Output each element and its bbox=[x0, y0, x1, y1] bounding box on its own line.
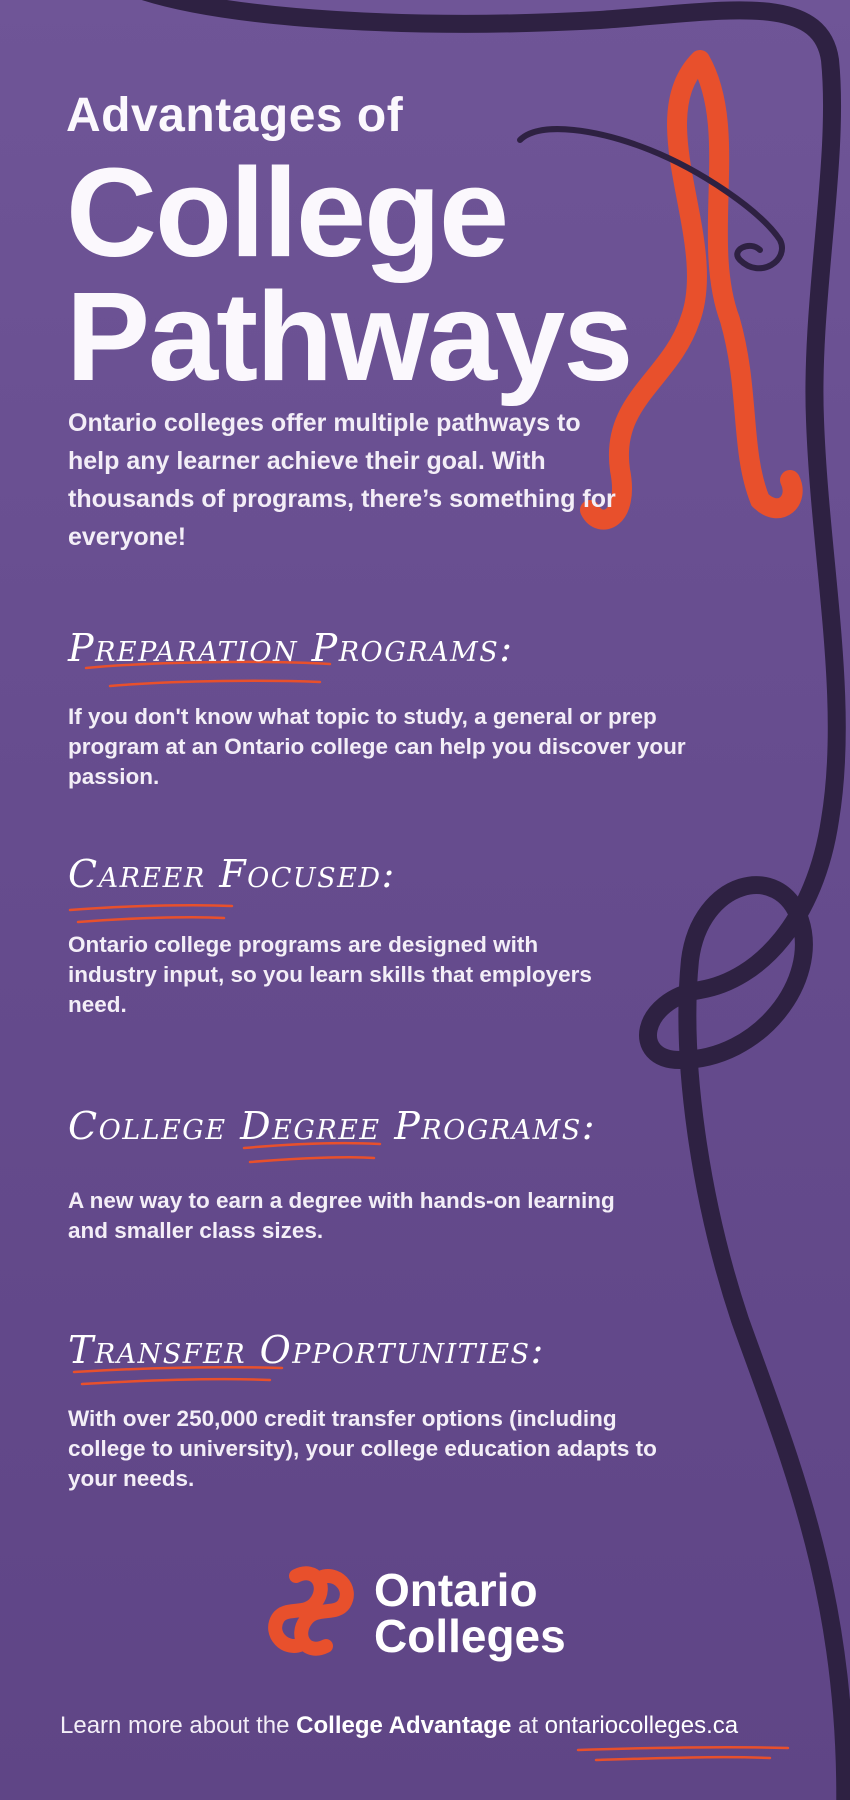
section-title-transfer: Transfer Opportunities: bbox=[68, 1328, 545, 1372]
footer-text bbox=[60, 1712, 800, 1740]
brand-name-line1: Ontario bbox=[374, 1564, 538, 1616]
section-body-preparation: If you don't know what topic to study, a general or prep program at an Ontario college can help you discover your passion. bbox=[68, 704, 686, 789]
section-body-transfer: With over 250,000 credit transfer options (including college to university), your college education adapts to your needs. bbox=[68, 1406, 657, 1491]
section-title-degree: College Degree Programs: bbox=[68, 1104, 597, 1148]
header-eyebrow: Advantages of bbox=[66, 89, 404, 142]
section-title-career: Career Focused: bbox=[68, 852, 396, 896]
section-body-career: Ontario college programs are designed with industry input, so you learn skills that employers need. bbox=[68, 932, 592, 1017]
footer-emphasis: College Advantage bbox=[296, 1712, 512, 1739]
intro-paragraph: Ontario colleges offer multiple pathways to help any learner achieve their goal. With thousands of programs, there’s something for everyone! bbox=[68, 409, 616, 551]
section-body-degree: A new way to earn a degree with hands-on learning and smaller class sizes. bbox=[68, 1188, 615, 1243]
section-title-preparation: Preparation Programs: bbox=[68, 626, 514, 670]
page-title-line2: Pathways bbox=[66, 266, 632, 407]
footer-prefix: Learn more about the bbox=[60, 1712, 297, 1739]
underline-career bbox=[70, 905, 232, 922]
footer-middle: at bbox=[511, 1712, 545, 1739]
underline-link bbox=[578, 1747, 788, 1760]
ontario-colleges-logo-icon bbox=[256, 1556, 366, 1666]
page-title-line1: College bbox=[66, 142, 508, 283]
brand-lockup bbox=[256, 1556, 596, 1666]
brand-name-line2: Colleges bbox=[374, 1610, 566, 1662]
dark-string bbox=[520, 129, 782, 268]
footer-link[interactable]: ontariocolleges.ca bbox=[544, 1712, 739, 1739]
